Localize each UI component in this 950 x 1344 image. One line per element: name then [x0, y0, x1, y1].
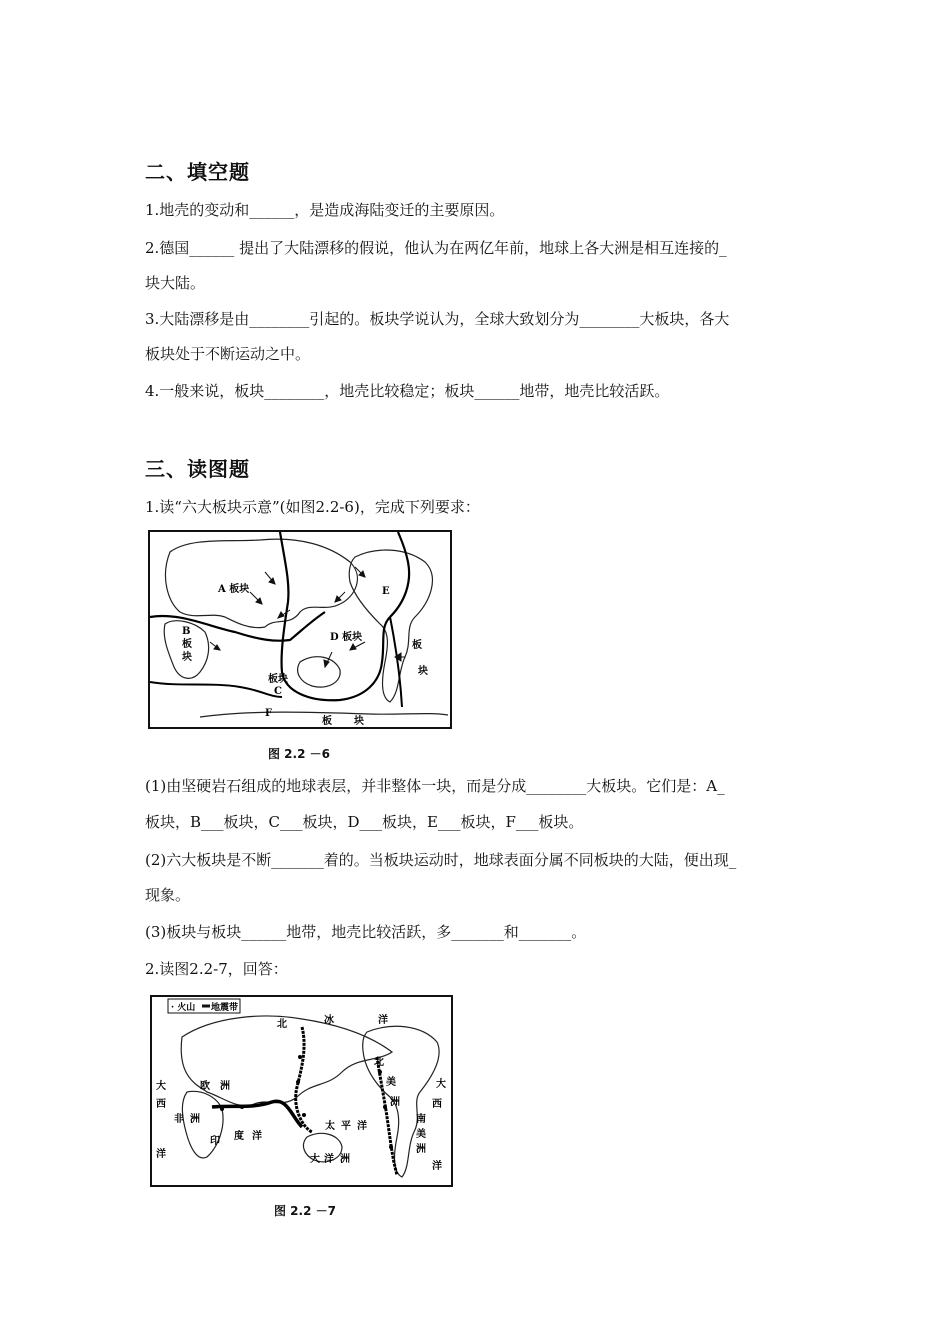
label-atlantic-yang: 洋	[156, 1149, 166, 1160]
plate-boundary-east	[390, 532, 409, 617]
volcano-dots	[220, 1055, 393, 1149]
plate-boundary-south	[150, 682, 282, 697]
label-plate-e-ban: 板	[412, 640, 422, 651]
label-oceania-yang: 洋	[324, 1154, 334, 1165]
label-plate-c-ban-kuai: 板块	[268, 674, 288, 685]
label-africa-zhou: 洲	[190, 1114, 200, 1125]
africa-outline-2	[182, 1091, 223, 1158]
label-south-america-nan: 南	[416, 1114, 426, 1125]
sub-question-3: (3)板块与板块______地带，地壳比较活跃，多_______和_______。	[145, 923, 587, 941]
label-north-america-zhou: 洲	[390, 1097, 400, 1108]
legend-quake: 地震带	[211, 1003, 239, 1013]
label-indian-yin: 印	[210, 1136, 220, 1147]
label-plate-d: D 板块	[330, 632, 363, 643]
label-africa: 非	[174, 1114, 184, 1125]
label-plate-f: F	[265, 708, 273, 719]
question-1: 1.地壳的变动和______，是造成海陆变迁的主要原因。	[145, 201, 505, 219]
legend-volcano: · 火山	[171, 1003, 196, 1013]
question-2-line-1: 2.德国______ 提出了大陆漂移的假说，他认为在两亿年前，地球上各大洲是相互连接的_	[145, 239, 727, 257]
eurasia-outline	[165, 539, 357, 628]
sub-question-2-line-1: (2)六大板块是不断_______着的。当板块运动时，地球表面分属不同板块的大陆，便出现_	[145, 851, 737, 869]
label-indian-du: 度	[234, 1131, 244, 1142]
label-north-america-bei: 北	[374, 1057, 384, 1068]
label-ice: 冰	[324, 1015, 334, 1026]
label-plate-b: B	[182, 626, 191, 637]
label-south-america-zhou: 洲	[416, 1144, 426, 1155]
label-plate-f-kuai: 块	[354, 716, 364, 727]
label-atlantic-da: 大	[156, 1081, 166, 1092]
question-4: 4.一般来说，板块________，地壳比较稳定；板块______地带，地壳比较活跃。	[145, 382, 670, 400]
figure-caption-2-2-6: 图 2.2 －6	[268, 747, 330, 761]
americas-outline-2	[363, 1026, 439, 1177]
label-oceania-zhou: 洲	[340, 1154, 350, 1165]
plate-motion-arrows	[210, 567, 405, 667]
plate-boundary-eurasia-south	[150, 612, 325, 641]
map-question-2-intro: 2.读图2.2-7，回答：	[145, 960, 288, 978]
label-plate-e-kuai: 块	[418, 666, 428, 677]
label-europe: 欧	[200, 1081, 210, 1092]
label-pacific-ping: 平	[341, 1121, 351, 1132]
label-plate-b-ban: 板	[182, 639, 192, 650]
label-plate-f-ban: 板	[322, 716, 332, 727]
label-atlantic-xi: 西	[156, 1099, 166, 1110]
question-3-line-2: 板块处于不断运动之中。	[145, 345, 311, 363]
six-plates-map	[148, 530, 452, 729]
sub-question-1-line-2: 板块，B___板块，C___板块，D___板块，E___板块，F___板块。	[145, 813, 584, 831]
section-title-map-reading: 三、读图题	[145, 457, 250, 481]
label-plate-a: A 板块	[218, 584, 250, 595]
label-atlantic-east-xi: 西	[432, 1099, 442, 1110]
sub-question-2-line-2: 现象。	[145, 886, 191, 904]
volcano-earthquake-map-drawing	[152, 997, 451, 1185]
label-atlantic-east-da: 大	[436, 1079, 446, 1090]
australia-outline	[298, 657, 341, 687]
label-north: 北	[277, 1019, 287, 1030]
figure-caption-2-2-7: 图 2.2 －7	[274, 1204, 336, 1218]
label-indian-yang: 洋	[252, 1131, 262, 1142]
question-3-line-1: 3.大陆漂移是由________引起的。板块学说认为，全球大致划分为________大板块，各大	[145, 310, 730, 328]
label-ocean-arctic: 洋	[378, 1015, 388, 1026]
label-plate-e: E	[382, 586, 390, 597]
label-plate-c: C	[274, 686, 282, 697]
label-south-america-mei: 美	[416, 1129, 426, 1140]
six-plates-map-drawing	[150, 532, 450, 727]
section-title-fill-blank: 二、填空题	[145, 160, 250, 184]
label-pacific-tai: 太	[325, 1121, 335, 1132]
label-europe-zhou: 洲	[220, 1081, 230, 1092]
plate-boundary-atlantic	[390, 617, 402, 707]
question-2-line-2: 块大陆。	[145, 274, 206, 292]
seismic-belt-east-pacific	[377, 1057, 397, 1175]
label-atlantic-east-yang: 洋	[432, 1161, 442, 1172]
label-plate-b-kuai: 块	[182, 652, 192, 663]
label-north-america-mei: 美	[386, 1077, 396, 1088]
volcano-earthquake-map	[150, 995, 453, 1187]
seismic-belt-mediterranean-himalaya	[212, 1101, 302, 1127]
map-question-1-intro: 1.读“六大板块示意”(如图2.2-6)，完成下列要求：	[145, 498, 480, 516]
sub-question-1-line-1: (1)由坚硬岩石组成的地球表层，并非整体一块，而是分成________大板块。它们是：A_	[145, 777, 725, 795]
label-oceania-da: 大	[310, 1154, 320, 1165]
label-pacific-yang: 洋	[357, 1121, 367, 1132]
